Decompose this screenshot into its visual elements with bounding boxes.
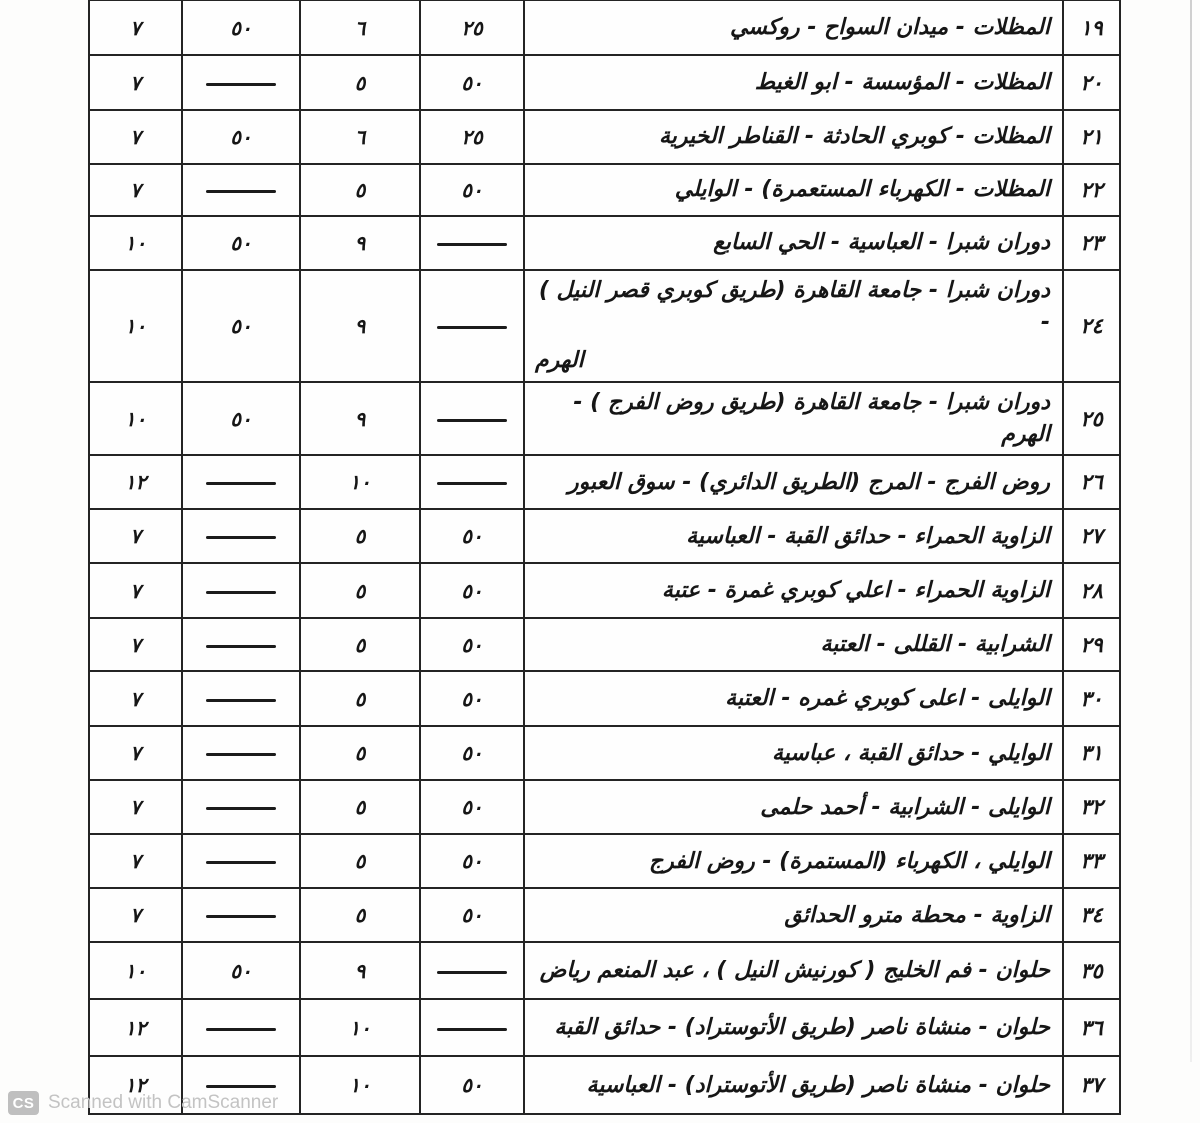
value-cell-v1 (420, 216, 524, 270)
table-row (89, 0, 1120, 55)
value-cell-v3 (182, 55, 300, 110)
value-cell-v2: ٦ (300, 0, 420, 55)
table-row (89, 780, 1120, 834)
value-cell-v3: ٥٠ (182, 216, 300, 270)
value-cell-v2: ٥ (300, 55, 420, 110)
dash-placeholder (206, 699, 276, 702)
route-name-text: المظلات - كوبري الحادثة - القناطر الخيرية (658, 124, 1050, 150)
dash-placeholder (437, 326, 507, 329)
route-name-cell (524, 618, 1063, 671)
value-cell-v1 (420, 942, 524, 999)
table-row (89, 563, 1120, 618)
value-cell-v1 (420, 270, 524, 382)
value-cell-v2: ٥ (300, 780, 420, 834)
value-cell-v1: ٥٠ (420, 888, 524, 942)
value-cell-v1: ٥٠ (420, 509, 524, 563)
dash-placeholder (206, 1028, 276, 1031)
route-name-text: حلوان - منشاة ناصر (طريق الأتوستراد) - حدائق القبة (554, 1015, 1050, 1040)
value-cell-v2: ٥ (300, 509, 420, 563)
route-name-text: حلوان - منشاة ناصر (طريق الأتوستراد) - العباسية (586, 1072, 1050, 1098)
route-name-text: الوايلي - حدائق القبة ، عباسية (771, 740, 1050, 766)
route-name-text: دوران شبرا - جامعة القاهرة (طريق كوبري قصر النيل ) - (538, 278, 1050, 335)
value-cell-v2: ١٠ (300, 455, 420, 509)
value-cell-v3 (182, 780, 300, 834)
value-cell-v2: ١٠ (300, 1056, 420, 1114)
route-name-cell (524, 270, 1063, 382)
value-cell-v1: ٥٠ (420, 55, 524, 110)
value-cell-v4: ٧ (89, 509, 182, 563)
route-name-cell (524, 942, 1063, 999)
value-cell-v4: ٧ (89, 726, 182, 780)
value-cell-v2: ٥ (300, 888, 420, 942)
value-cell-v1 (420, 455, 524, 509)
table-row (89, 55, 1120, 110)
table-row (89, 834, 1120, 888)
dash-placeholder (206, 591, 276, 594)
route-name-text: المظلات - ميدان السواح - روكسي (729, 14, 1050, 40)
dash-placeholder (206, 915, 276, 918)
value-cell-v4: ٧ (89, 164, 182, 216)
value-cell-v2: ٥ (300, 563, 420, 618)
value-cell-v3 (182, 999, 300, 1056)
dash-placeholder (206, 1085, 276, 1088)
route-name-text: الوايلى - الشرابية - أحمد حلمى (760, 794, 1050, 820)
value-cell-v1: ٢٥ (420, 0, 524, 55)
value-cell-v1 (420, 999, 524, 1056)
route-name-cell (524, 164, 1063, 216)
value-cell-v3 (182, 455, 300, 509)
route-name-cell (524, 999, 1063, 1056)
value-cell-v3: ٥٠ (182, 382, 300, 456)
row-number-cell: ٢٨ (1063, 563, 1120, 618)
value-cell-v2: ٥ (300, 164, 420, 216)
value-cell-v4: ١٠ (89, 382, 182, 456)
value-cell-v2: ٩ (300, 382, 420, 456)
value-cell-v3: ٥٠ (182, 0, 300, 55)
row-number-cell: ٣٦ (1063, 999, 1120, 1056)
value-cell-v1: ٥٠ (420, 1056, 524, 1114)
table-row (89, 509, 1120, 563)
dash-placeholder (206, 536, 276, 539)
value-cell-v2: ٥ (300, 618, 420, 671)
table-row (89, 216, 1120, 270)
row-number-cell: ٣٧ (1063, 1056, 1120, 1114)
route-name-text: الزاوية - محطة مترو الحدائق (784, 902, 1050, 928)
dash-placeholder (437, 1028, 507, 1031)
value-cell-v4: ١٠ (89, 942, 182, 999)
row-number-cell: ١٩ (1063, 0, 1120, 55)
table-row (89, 671, 1120, 726)
value-cell-v3 (182, 888, 300, 942)
value-cell-v2: ١٠ (300, 999, 420, 1056)
value-cell-v2: ٥ (300, 834, 420, 888)
value-cell-v1: ٥٠ (420, 834, 524, 888)
routes-tbody (89, 0, 1120, 1114)
route-name-text: المظلات - الكهرباء المستعمرة) - الوايلي (674, 177, 1050, 203)
route-name-text: دوران شبرا - جامعة القاهرة (طريق روض الفرج ) - الهرم (573, 389, 1050, 447)
dash-placeholder (206, 482, 276, 485)
row-number-cell: ٣٤ (1063, 888, 1120, 942)
scan-page-edge-line (1190, 0, 1192, 1062)
route-name-cell (524, 216, 1063, 270)
dash-placeholder (206, 807, 276, 810)
route-name-text: دوران شبرا - العباسية - الحي السابع (713, 230, 1050, 256)
value-cell-v1: ٢٥ (420, 110, 524, 164)
value-cell-v4: ١٢ (89, 455, 182, 509)
dash-placeholder (206, 190, 276, 193)
value-cell-v4: ١٠ (89, 270, 182, 382)
row-number-cell: ٣٣ (1063, 834, 1120, 888)
camscanner-logo-icon: CS (8, 1091, 39, 1115)
value-cell-v3 (182, 509, 300, 563)
route-name-text: المظلات - المؤسسة - ابو الغيط (754, 69, 1050, 95)
table-row (89, 726, 1120, 780)
row-number-cell: ٢٥ (1063, 382, 1120, 456)
value-cell-v3: ٥٠ (182, 270, 300, 382)
row-number-cell: ٢٧ (1063, 509, 1120, 563)
value-cell-v1: ٥٠ (420, 164, 524, 216)
route-name-text: الزاوية الحمراء - اعلي كوبري غمرة - عتبة (661, 578, 1050, 603)
dash-placeholder (206, 83, 276, 86)
table-row (89, 164, 1120, 216)
value-cell-v3: ٥٠ (182, 110, 300, 164)
row-number-cell: ٣٢ (1063, 780, 1120, 834)
route-name-cell (524, 455, 1063, 509)
value-cell-v3 (182, 563, 300, 618)
table-row (89, 618, 1120, 671)
value-cell-v1 (420, 382, 524, 456)
route-name-cell (524, 110, 1063, 164)
dash-placeholder (206, 645, 276, 648)
value-cell-v1: ٥٠ (420, 618, 524, 671)
dash-placeholder (437, 419, 507, 422)
route-name-text: الزاوية الحمراء - حدائق القبة - العباسية (686, 523, 1050, 549)
route-name-cell (524, 1056, 1063, 1114)
row-number-cell: ٢٢ (1063, 164, 1120, 216)
value-cell-v1: ٥٠ (420, 671, 524, 726)
route-name-cell (524, 671, 1063, 726)
route-name-text: الشرابية - القللى - العتبة (820, 632, 1050, 657)
dash-placeholder (437, 971, 507, 974)
row-number-cell: ٢٩ (1063, 618, 1120, 671)
row-number-cell: ٣٥ (1063, 942, 1120, 999)
route-name-cell (524, 563, 1063, 618)
route-name-cell (524, 0, 1063, 55)
value-cell-v4: ٧ (89, 834, 182, 888)
value-cell-v4: ١٠ (89, 216, 182, 270)
route-name-text: الوايلي ، الكهرباء (المستمرة) - روض الفرج (648, 848, 1050, 874)
value-cell-v2: ٩ (300, 942, 420, 999)
route-name-cell (524, 509, 1063, 563)
row-number-cell: ٢٦ (1063, 455, 1120, 509)
value-cell-v4: ٧ (89, 888, 182, 942)
camscanner-footer (8, 1091, 278, 1115)
table-row (89, 270, 1120, 382)
value-cell-v2: ٦ (300, 110, 420, 164)
dash-placeholder (437, 482, 507, 485)
route-name-cell (524, 55, 1063, 110)
value-cell-v4: ٧ (89, 671, 182, 726)
value-cell-v3: ٥٠ (182, 942, 300, 999)
value-cell-v3 (182, 618, 300, 671)
table-row (89, 382, 1120, 456)
route-name-text: روض الفرج - المرج (الطريق الدائري) - سوق العبور (567, 469, 1050, 495)
row-number-cell: ٣٠ (1063, 671, 1120, 726)
row-number-cell: ٢٤ (1063, 270, 1120, 382)
dash-placeholder (206, 753, 276, 756)
value-cell-v3 (182, 164, 300, 216)
value-cell-v1: ٥٠ (420, 563, 524, 618)
value-cell-v3 (182, 834, 300, 888)
table-row (89, 110, 1120, 164)
value-cell-v4: ٧ (89, 55, 182, 110)
value-cell-v1: ٥٠ (420, 780, 524, 834)
table-row (89, 999, 1120, 1056)
camscanner-footer-text: Scanned with CamScanner (48, 1092, 279, 1113)
value-cell-v3 (182, 671, 300, 726)
dash-placeholder (206, 861, 276, 864)
value-cell-v4: ٧ (89, 563, 182, 618)
row-number-cell: ٢٣ (1063, 216, 1120, 270)
value-cell-v2: ٥ (300, 726, 420, 780)
table-row (89, 942, 1120, 999)
value-cell-v1: ٥٠ (420, 726, 524, 780)
value-cell-v4: ٧ (89, 618, 182, 671)
value-cell-v2: ٥ (300, 671, 420, 726)
route-name-cell (524, 888, 1063, 942)
route-name-cell (524, 382, 1063, 456)
value-cell-v2: ٩ (300, 216, 420, 270)
route-name-text-line2: الهرم (535, 347, 584, 373)
route-name-text: حلوان - فم الخليج ( كورنيش النيل ) ، عبد المنعم رياض (539, 958, 1050, 983)
value-cell-v4: ٧ (89, 0, 182, 55)
routes-table (88, 0, 1121, 1115)
route-name-cell (524, 834, 1063, 888)
value-cell-v2: ٩ (300, 270, 420, 382)
table-row (89, 455, 1120, 509)
route-name-text: الوايلى - اعلى كوبري غمره - العتبة (725, 686, 1050, 711)
value-cell-v3 (182, 726, 300, 780)
route-name-cell (524, 780, 1063, 834)
value-cell-v4: ٧ (89, 780, 182, 834)
row-number-cell: ٢٠ (1063, 55, 1120, 110)
value-cell-v4: ١٢ (89, 999, 182, 1056)
dash-placeholder (437, 243, 507, 246)
value-cell-v4: ٧ (89, 110, 182, 164)
route-name-cell (524, 726, 1063, 780)
row-number-cell: ٢١ (1063, 110, 1120, 164)
table-row (89, 888, 1120, 942)
row-number-cell: ٣١ (1063, 726, 1120, 780)
value-cell-v4: ١٢ (89, 1056, 182, 1114)
